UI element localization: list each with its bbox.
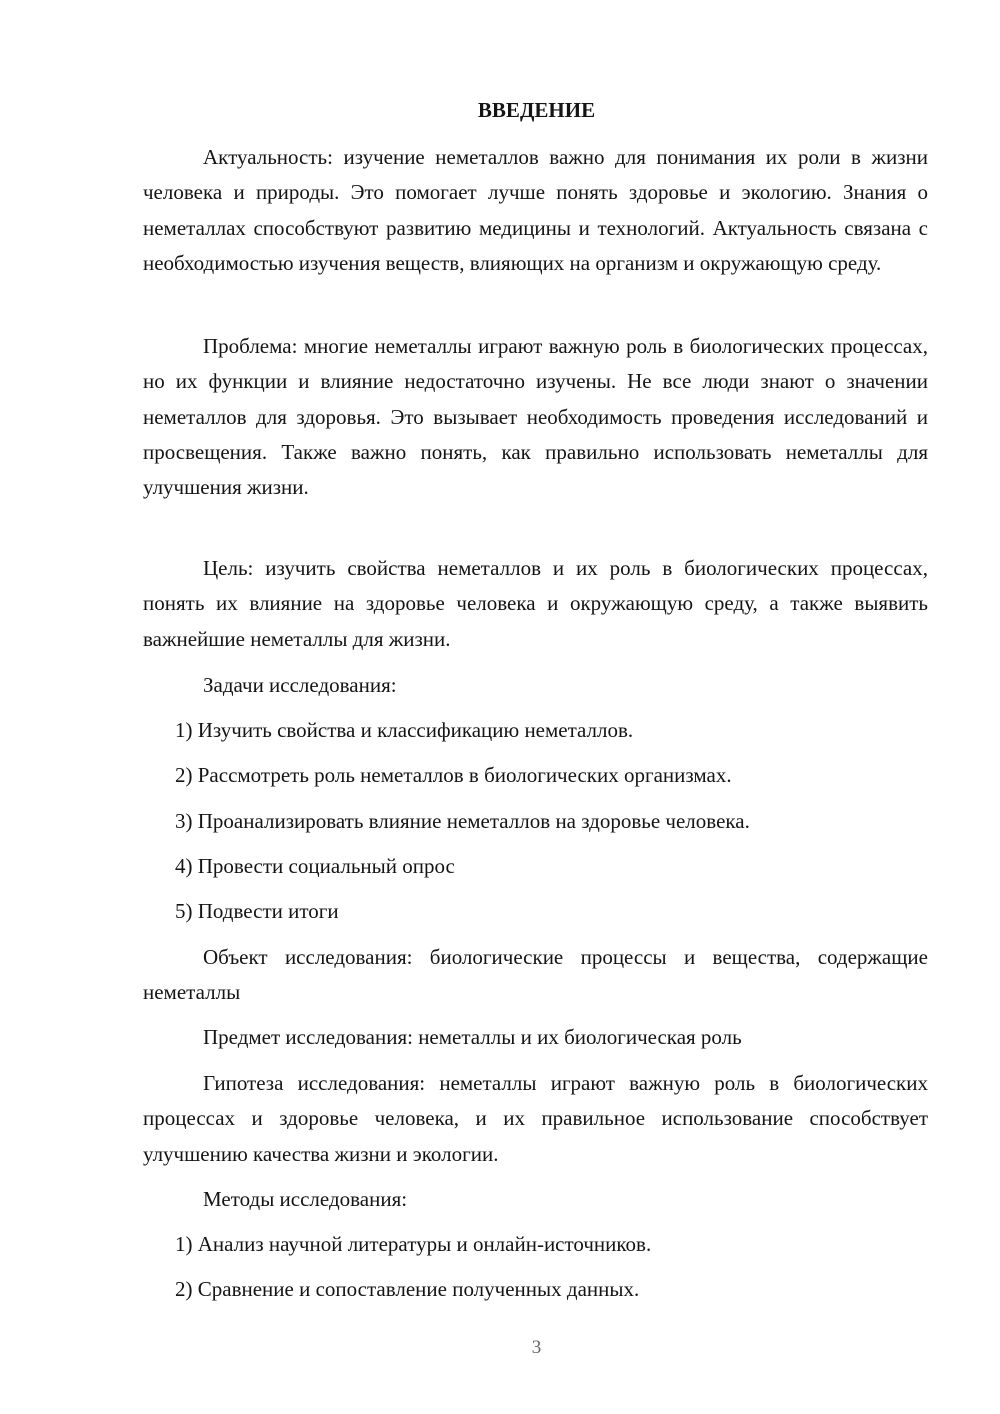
relevance-text: Актуальность: изучение неметаллов важно для понимания их роли в жизни человека и природы. Это помогает лучше понять здоровье и экологию. Знания о неметаллах способствуют развитию медицины и технологий. Актуальность связана с необходимостью изучения веществ, влияющих на организм и окружающую среду. — [143, 145, 928, 275]
goal-text: Цель: изучить свойства неметаллов и их роль в биологических процессах, понять их влияние на здоровье человека и окружающую среду, а также выявить важнейшие неметаллы для жизни. — [143, 556, 928, 651]
relevance-paragraph — [143, 140, 928, 281]
hypothesis-paragraph — [143, 1066, 928, 1172]
task-item: 4) Провести социальный опрос — [175, 854, 455, 878]
goal-paragraph — [143, 551, 928, 657]
method-item: 2) Сравнение и сопоставление полученных данных. — [175, 1277, 640, 1301]
task-item: 2) Рассмотреть роль неметаллов в биологических организмах. — [175, 763, 732, 787]
problem-text: Проблема: многие неметаллы играют важную роль в биологических процессах, но их функции и влияние недостаточно изучены. Не все люди знают о значении неметаллов для здоровья. Это вызывает необходимость проведения исследований и просвещения. Также важно понять, как правильно использовать неметаллы для улучшения жизни. — [143, 334, 928, 500]
task-item: 3) Проанализировать влияние неметаллов на здоровье человека. — [175, 809, 750, 833]
object-text: Объект исследования: биологические процессы и вещества, содержащие неметаллы — [143, 945, 928, 1005]
subject-line: Предмет исследования: неметаллы и их биологическая роль — [203, 1025, 742, 1049]
tasks-title: Задачи исследования: — [203, 673, 397, 697]
method-item: 1) Анализ научной литературы и онлайн-источников. — [175, 1232, 652, 1256]
task-item: 5) Подвести итоги — [175, 899, 339, 923]
hypothesis-text: Гипотеза исследования: неметаллы играют важную роль в биологических процессах и здоровье человека, и их правильное использование способствует улучшению качества жизни и экологии. — [143, 1071, 928, 1166]
section-heading: ВВЕДЕНИЕ — [477, 98, 596, 122]
object-paragraph — [143, 940, 928, 1011]
task-item: 1) Изучить свойства и классификацию неметаллов. — [175, 718, 634, 742]
problem-paragraph — [143, 329, 928, 505]
methods-title: Методы исследования: — [203, 1187, 408, 1211]
page-number: 3 — [531, 1337, 542, 1358]
